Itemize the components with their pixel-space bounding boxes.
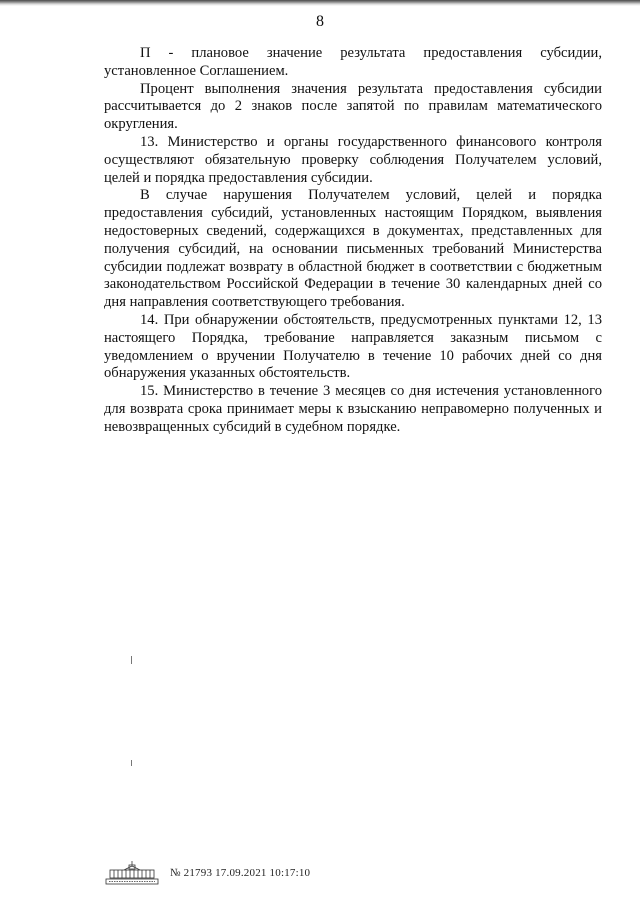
scan-artifact-mark xyxy=(131,760,132,766)
paragraph-plan-value-definition: П - плановое значение результата предоставления субсидии, установленное Соглашением. xyxy=(104,45,602,79)
page-number: 8 xyxy=(316,13,324,30)
paragraph-item-13: 13. Министерство и органы государственного финансового контроля осуществляют обязательную проверку соблюдения Получателем условий, целей и порядка предоставления субсидии. xyxy=(104,133,602,186)
government-building-stamp-icon xyxy=(104,860,160,886)
paragraph-item-14: 14. При обнаружении обстоятельств, предусмотренных пунктами 12, 13 настоящего Порядка, требование направляется заказным письмом с уведомлением о вручении Получателю в течение 10 рабочих дней со дня обнаружения указанных обстоятельств. xyxy=(104,311,602,382)
registration-number-stamp: № 21793 17.09.2021 10:17:10 xyxy=(170,867,311,879)
paragraph-item-15: 15. Министерство в течение 3 месяцев со дня истечения установленного для возврата срока принимает меры к взысканию неправомерно полученных и невозвращенных субсидий в судебном порядке. xyxy=(104,383,602,435)
scan-artifact-mark xyxy=(131,656,132,664)
paragraph-percentage-calculation: Процент выполнения значения результата предоставления субсидии рассчитывается до 2 знаков после запятой по правилам математического округления. xyxy=(104,80,602,133)
scan-edge xyxy=(0,0,640,6)
document-body xyxy=(104,45,602,437)
document-footer xyxy=(104,860,310,886)
paragraph-violation-refund: В случае нарушения Получателем условий, целей и порядка предоставления субсидий, установленных настоящим Порядком, выявления недостоверных сведений, содержащихся в документах, представленных для получения субсидий, на основании письменных требований Министерства субсидии подлежат возврату в областной бюджет в соответствии с бюджетным законодательством Российской Федерации в течение 30 календарных дней со дня направления соответствующего требования. xyxy=(104,187,602,311)
